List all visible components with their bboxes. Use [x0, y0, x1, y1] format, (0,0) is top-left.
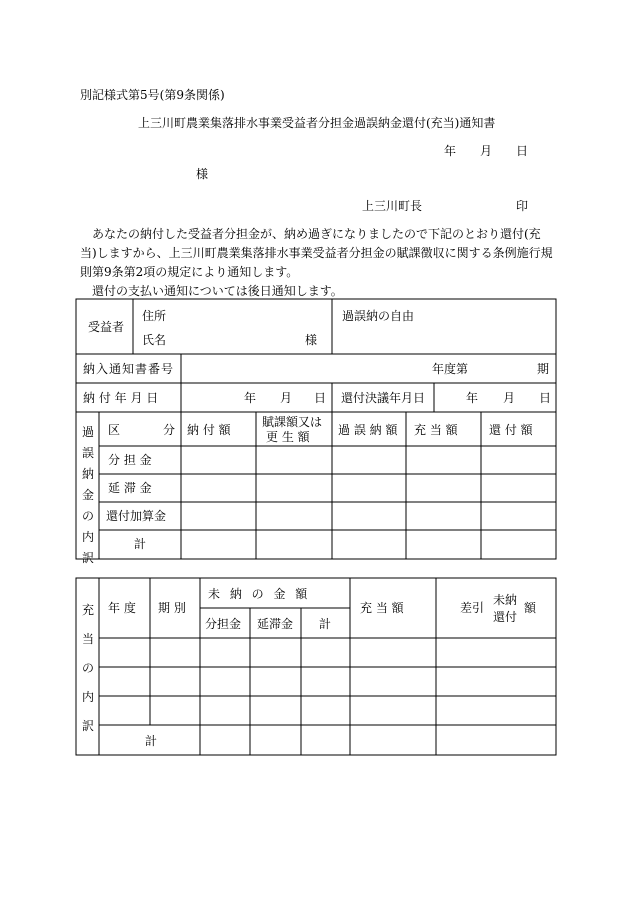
paragraph-line: 当)しますから、上三川町農業集落排水事業受益者分担金の賦課徴収に関する条例施行規 [80, 246, 553, 260]
paragraph-line: 則第9条第2項の規定により通知します。 [80, 265, 299, 279]
fiscal-term-label: 年度第 [432, 362, 469, 376]
sub-col-share: 分担金 [205, 617, 242, 631]
col-applied-amount: 充 当 額 [414, 423, 458, 437]
side-char: 訳 [81, 551, 94, 565]
col-category-b: 分 [163, 423, 176, 437]
side-char: 充 [81, 603, 94, 617]
payment-month: 月 [280, 391, 293, 405]
decision-month: 月 [503, 391, 516, 405]
name-label: 氏名 [142, 333, 167, 347]
payment-year: 年 [244, 391, 257, 405]
sender-name: 上三川町長 [362, 199, 423, 213]
t2-row-total-label: 計 [145, 734, 158, 748]
allocation-side-label [80, 596, 96, 741]
col-period: 期 別 [158, 601, 186, 615]
row-share-label: 分 担 金 [108, 453, 152, 467]
address-label: 住所 [142, 309, 167, 323]
date-month-label: 月 [480, 144, 493, 158]
row-late-label: 延 滞 金 [108, 481, 152, 495]
sub-col-late: 延滞金 [257, 617, 294, 631]
col-unpaid-amount: 未 納 の 金 額 [208, 587, 311, 601]
col-paid-amount: 納 付 額 [187, 423, 231, 437]
breakdown-side-label [80, 422, 96, 569]
col-applied-amount: 充 当 額 [360, 601, 404, 615]
side-char: 訳 [81, 719, 94, 733]
row-total-label: 計 [134, 537, 147, 551]
addressee-honorific: 様 [196, 167, 209, 181]
document-title: 上三川町農業集落排水事業受益者分担金過誤納金還付(充当)通知書 [138, 116, 496, 130]
term-suffix: 期 [537, 362, 550, 376]
form-number: 別記様式第5号(第9条関係) [80, 88, 225, 102]
col-assessed-amount-2: 更 生 額 [266, 430, 310, 444]
decision-day: 日 [539, 391, 552, 405]
beneficiary-label: 受益者 [88, 320, 125, 334]
col-assessed-amount: 賦課額又は [262, 415, 323, 429]
date-year-label: 年 [444, 144, 457, 158]
col-diff-refund: 還付 [493, 610, 518, 624]
payment-day: 日 [314, 391, 327, 405]
col-diff-unpaid: 未納 [493, 593, 518, 607]
name-honorific: 様 [305, 333, 318, 347]
side-char: 過 [81, 425, 94, 439]
col-diff-label: 差引 [460, 601, 485, 615]
seal-mark: 印 [516, 199, 529, 213]
col-overpaid-amount: 過 誤 納 額 [338, 423, 398, 437]
overpayment-reason-label: 過誤納の自由 [342, 309, 415, 323]
side-char: 内 [81, 690, 94, 704]
decision-year: 年 [466, 391, 479, 405]
col-fiscal-year: 年 度 [108, 601, 136, 615]
side-char: 内 [81, 530, 94, 544]
side-char: 誤 [81, 446, 94, 460]
side-char: 当 [81, 632, 94, 646]
paragraph-line: あなたの納付した受益者分担金が、納め過ぎになりましたので下記のとおり還付(充 [92, 227, 541, 241]
col-category-a: 区 [108, 423, 121, 437]
paragraph-line: 還付の支払い通知については後日通知します。 [92, 284, 343, 298]
side-char: の [81, 509, 94, 523]
col-diff-amount: 額 [524, 601, 537, 615]
col-refund-amount: 還 付 額 [489, 423, 533, 437]
sub-col-total: 計 [319, 617, 332, 631]
payment-date-label: 納 付 年 月 日 [83, 391, 159, 405]
row-refund-add-label: 還付加算金 [106, 509, 167, 523]
date-day-label: 日 [516, 144, 529, 158]
side-char: の [81, 661, 94, 675]
side-char: 金 [81, 488, 94, 502]
side-char: 納 [81, 467, 94, 481]
refund-decision-date-label: 還付決議年月日 [341, 391, 426, 405]
notice-number-label: 納入通知書番号 [83, 362, 175, 376]
